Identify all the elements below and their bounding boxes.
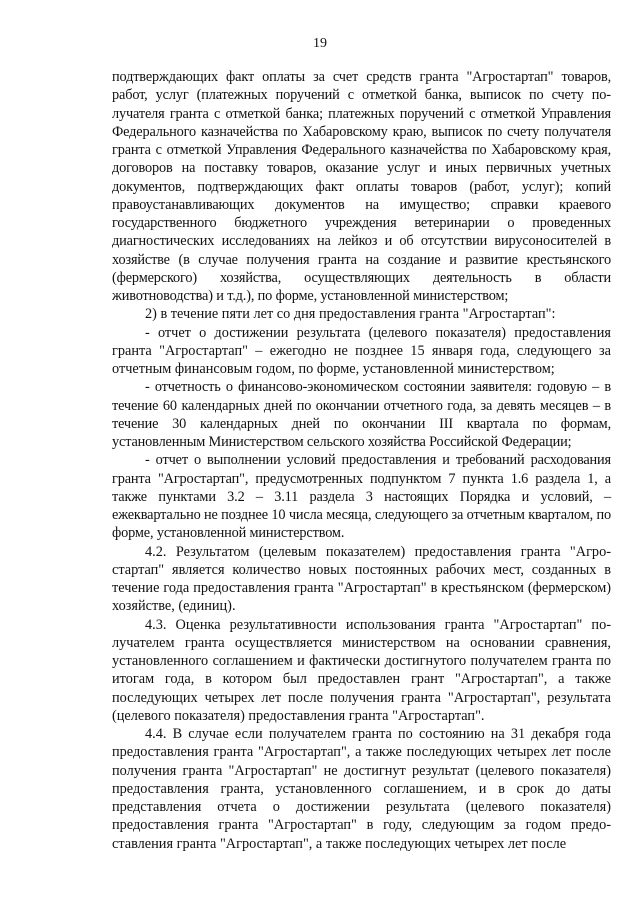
paragraph-4-2: 4.2. Результатом (целевым показателем) предоставления гранта "Агростартап" является количество новых постоянных рабочих мест, созданных в течение года предоставления гранта "Агростартап" в крестьянском (фермерском) хозяйстве, (единиц). — [112, 543, 611, 615]
paragraph-4-4: 4.4. В случае если получателем гранта по состоянию на 31 декабря года предоставления гранта "Агростартап", а также последующих четырех лет после получения гранта "Агростартап" не достигнут результат (целевого показателя) предоставления гранта, установленного соглашением, и в срок до даты представления отчета о достижении результата (целевого показателя) предоставления гранта "Агростартап" в году, следующим за годом предоставления гранта "Агростартап", а также последующих четырех лет после — [112, 726, 611, 852]
paragraph-result-report: - отчет о достижении результата (целевого показателя) предоставления гранта "Агростартап" – ежегодно не позднее 15 января года, следующего за отчетным финансовым годом, по форме, установленной министерством; — [112, 324, 611, 377]
page-number: 19 — [313, 36, 327, 51]
document-body — [112, 68, 611, 853]
paragraph-continued-documents: подтверждающих факт оплаты за счет средств гранта "Агростартап" товаров, работ, услуг (платежных поручений с отметкой банка, выписок по счету получателя гранта с отметкой банка; платежных поручений с отметкой Управления Федерального казначейства по Хабаровскому краю, выписок по счету получателя гранта с отметкой Управления Федерального казначейства по Хабаровскому края, договоров на поставку товаров, оказание услуг и иных первичных учетных документов, подтверждающих факт оплаты товаров (работ, услуг); копий правоустанавливающих документов на имущество; справки краевого государственного бюджетного учреждения ветеринарии о проведенных диагностических исследованиях на лейкоз и об отсутствии вирусоносителей в хозяйстве (в случае получения гранта на создание и развитие крестьянского (фермерского) хозяйства, осуществляющих деятельность в области животноводства) и т.д.), по форме, установленной министерством; — [112, 69, 611, 304]
paragraph-five-years-reports: 2) в течение пяти лет со дня предоставления гранта "Агростартап": — [145, 306, 556, 323]
paragraph-financial-reporting: - отчетность о финансово-экономическом состоянии заявителя: годовую – в течение 60 календарных дней по окончании отчетного года, за девять месяцев – в течение 30 календарных дней по окончании III квартала по формам, установленным Министерством сельского хозяйства Российской Федерации; — [112, 379, 611, 450]
paragraph-4-3: 4.3. Оценка результативности использования гранта "Агростартап" получателем гранта осуществляется министерством на основании сравнения, установленного соглашением и фактически достигнутого получателем гранта по итогам года, в котором был предоставлен грант "Агростартап", а также последующих четырех лет после получения гранта "Агростартап", результата (целевого показателя) предоставления гранта "Агростартап". — [112, 616, 611, 724]
paragraph-conditions-report: - отчет о выполнении условий предоставления и требований расходования гранта "Агростартап", предусмотренных подпунктом 7 пункта 1.6 раздела 1, а также пунктами 3.2 – 3.11 раздела 3 настоящих Порядка и условий, – ежеквартально не позднее 10 числа месяца, следующего за отчетным кварталом, по форме, установленной министерством. — [112, 452, 611, 542]
